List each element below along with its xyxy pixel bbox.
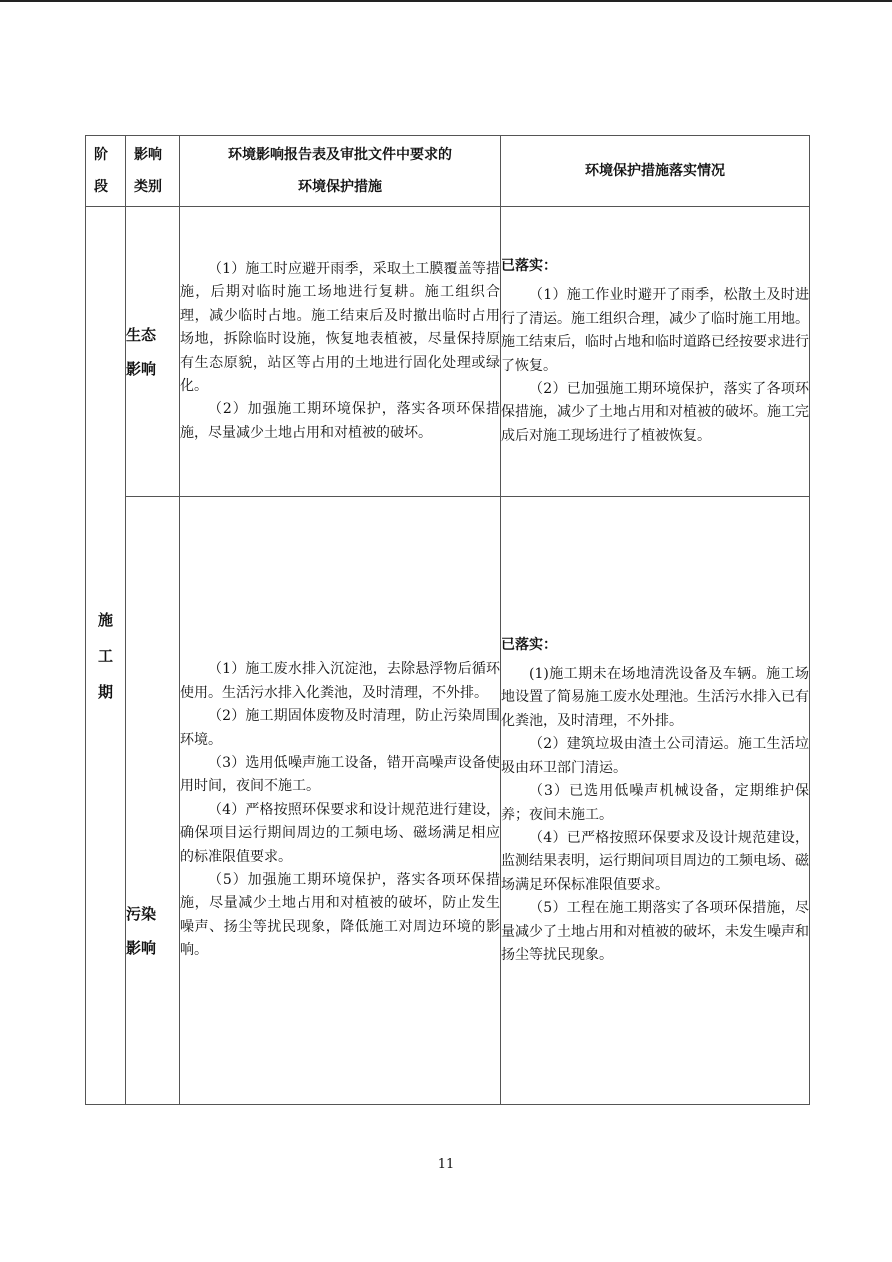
category-ecological bbox=[126, 207, 180, 497]
header-category-line-1: 影响 bbox=[134, 147, 162, 163]
category-pollution bbox=[126, 497, 180, 1105]
header-requirements-line-2: 环境保护措施 bbox=[298, 179, 382, 195]
implementation-status: 已落实： bbox=[501, 636, 557, 653]
stage-construction-period bbox=[86, 207, 126, 1105]
requirement-paragraph: （1）施工废水排入沉淀池，去除悬浮物后循环使用。生活污水排入化粪池，及时清理，不外排。 bbox=[180, 661, 500, 701]
stage-char-3: 期 bbox=[97, 682, 113, 701]
header-category bbox=[126, 136, 180, 207]
table-header-row bbox=[86, 136, 810, 207]
requirements-ecological bbox=[180, 207, 501, 497]
implementation-paragraph: （5）工程在施工期落实了各项环保措施，尽量减少了土地占用和对植被的破坏，未发生噪声和扬尘等扰民现象。 bbox=[501, 900, 809, 963]
stage-char-1: 施 bbox=[97, 610, 113, 629]
header-category-line-2: 类别 bbox=[134, 179, 162, 195]
implementation-paragraph: （4）已严格按照环保要求及设计规范建设，监测结果表明，运行期间项目周边的工频电场、磁场满足环保标准限值要求。 bbox=[501, 829, 809, 893]
requirement-paragraph: （5）加强施工期环境保护，落实各项环保措施，尽量减少土地占用和对植被的破坏，防止发生噪声、扬尘等扰民现象，降低施工对周边环境的影响。 bbox=[180, 872, 500, 959]
requirement-paragraph: （4）严格按照环保要求和设计规范进行建设，确保项目运行期间周边的工频电场、磁场满足相应的标准限值要求。 bbox=[180, 801, 500, 865]
header-stage-line-2: 段 bbox=[94, 179, 108, 195]
table-row-ecological bbox=[86, 207, 810, 497]
category-ecological-line-2: 影响 bbox=[126, 359, 157, 378]
header-stage-line-1: 阶 bbox=[94, 147, 108, 163]
requirement-paragraph: （2）施工期固体废物及时清理，防止污染周围环境。 bbox=[180, 708, 500, 748]
header-requirements bbox=[180, 136, 501, 207]
category-ecological-line-1: 生态 bbox=[126, 325, 157, 344]
implementation-ecological bbox=[501, 207, 810, 497]
requirement-paragraph: （3）选用低噪声施工设备，错开高噪声设备使用时间，夜间不施工。 bbox=[180, 754, 500, 795]
implementation-paragraph: （2）建筑垃圾由渣土公司清运。施工生活垃圾由环卫部门清运。 bbox=[501, 736, 809, 776]
implementation-paragraph: （2）已加强施工期环境保护，落实了各项环保措施，减少了土地占用和对植被的破坏。施工完成后对施工现场进行了植被恢复。 bbox=[501, 380, 809, 444]
category-pollution-line-1: 污染 bbox=[126, 904, 157, 923]
environmental-measures-table bbox=[85, 135, 810, 1105]
requirements-pollution bbox=[180, 497, 501, 1105]
page-number: 11 bbox=[437, 1157, 455, 1172]
requirement-paragraph: （2）加强施工期环境保护，落实各项环保措施，尽量减少土地占用和对植被的破坏。 bbox=[180, 401, 500, 441]
implementation-paragraph: （1）施工作业时避开了雨季，松散土及时进行了清运。施工组织合理，减少了临时施工用地。施工结束后，临时占地和临时道路已经按要求进行了恢复。 bbox=[501, 287, 809, 374]
table-row-pollution bbox=[86, 497, 810, 1105]
implementation-paragraph: (1)施工期未在场地清洗设备及车辆。施工场地设置了简易施工废水处理池。生活污水排入已有化粪池，及时清理，不外排。 bbox=[501, 666, 809, 729]
stage-char-2: 工 bbox=[97, 646, 113, 665]
header-implementation: 环境保护措施落实情况 bbox=[501, 136, 810, 207]
requirement-paragraph: （1）施工时应避开雨季，采取土工膜覆盖等措施，后期对临时施工场地进行复耕。施工组织合理，减少临时占地。施工结束后及时撤出临时占用场地，拆除临时设施，恢复地表植被，尽量保持原有生态原貌，站区等占用的土地进行固化处理或绿化。 bbox=[180, 260, 500, 394]
implementation-status: 已落实： bbox=[501, 257, 557, 274]
implementation-paragraph: （3）已选用低噪声机械设备，定期维护保养；夜间未施工。 bbox=[501, 783, 809, 823]
header-requirements-line-1: 环境影响报告表及审批文件中要求的 bbox=[228, 147, 452, 163]
header-stage bbox=[86, 136, 126, 207]
top-border-line bbox=[0, 0, 892, 2]
category-pollution-line-2: 影响 bbox=[126, 938, 157, 957]
implementation-pollution bbox=[501, 497, 810, 1105]
